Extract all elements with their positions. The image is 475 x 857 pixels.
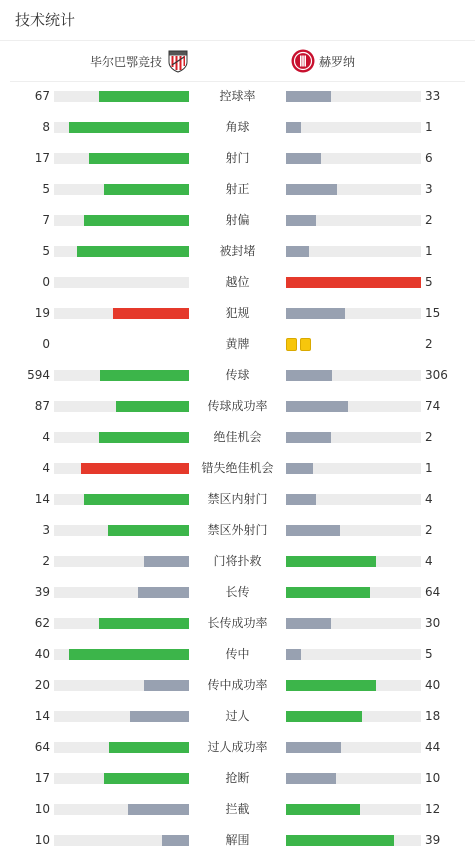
stat-label: 角球 <box>225 120 250 134</box>
stats-list <box>0 82 475 857</box>
away-bar-track <box>286 494 421 505</box>
away-bar-fill <box>286 773 336 784</box>
stat-label: 门将扑救 <box>213 554 262 568</box>
yellow-card-icon <box>300 338 311 351</box>
home-bar-fill <box>69 649 189 660</box>
away-bar-track <box>286 556 421 567</box>
home-bar-fill <box>99 91 189 102</box>
away-bar-track <box>286 835 421 846</box>
away-bar-track <box>286 463 421 474</box>
away-bar-fill <box>286 835 394 846</box>
home-bar-fill <box>84 215 189 226</box>
home-value: 3 <box>42 523 50 537</box>
home-value: 39 <box>34 585 50 599</box>
stat-label: 禁区内射门 <box>207 492 268 506</box>
home-bar-fill <box>89 153 189 164</box>
stat-label: 黄牌 <box>225 337 250 351</box>
home-value: 62 <box>34 616 50 630</box>
home-bar-fill <box>162 835 189 846</box>
stat-label: 错失绝佳机会 <box>201 461 274 475</box>
home-bar-track <box>54 122 189 133</box>
away-bar-track <box>286 587 421 598</box>
home-bar-track <box>54 494 189 505</box>
stat-label: 越位 <box>225 275 250 289</box>
home-value: 64 <box>34 740 50 754</box>
away-bar-fill <box>286 432 331 443</box>
away-value: 64 <box>425 585 441 599</box>
stat-row <box>0 640 475 671</box>
home-value: 594 <box>27 368 50 382</box>
away-bar-fill <box>286 618 331 629</box>
home-bar-fill <box>144 556 189 567</box>
away-bar-fill <box>286 308 345 319</box>
away-value: 30 <box>425 616 441 630</box>
home-bar-fill <box>116 401 189 412</box>
home-bar-track <box>54 556 189 567</box>
away-bar-fill <box>286 556 376 567</box>
stat-label: 射门 <box>225 151 250 165</box>
stat-row <box>0 547 475 578</box>
stat-label: 传球 <box>225 368 250 382</box>
home-bar-fill <box>77 246 189 257</box>
home-value: 7 <box>42 213 50 227</box>
stat-row <box>0 361 475 392</box>
away-bar-fill <box>286 525 340 536</box>
away-value: 6 <box>425 151 433 165</box>
away-value: 40 <box>425 678 441 692</box>
home-bar-track <box>54 184 189 195</box>
away-value: 1 <box>425 461 433 475</box>
home-value: 17 <box>34 151 50 165</box>
home-bar-track <box>54 432 189 443</box>
away-value: 39 <box>425 833 441 847</box>
home-bar-fill <box>104 184 189 195</box>
away-bar-track <box>286 91 421 102</box>
away-value: 1 <box>425 244 433 258</box>
away-bar-fill <box>286 711 362 722</box>
home-value: 5 <box>42 182 50 196</box>
away-bar-track <box>286 184 421 195</box>
away-bar-fill <box>286 587 370 598</box>
away-value: 15 <box>425 306 441 320</box>
away-bar-fill <box>286 184 337 195</box>
away-bar-fill <box>286 680 376 691</box>
away-team[interactable] <box>291 41 355 81</box>
home-value: 20 <box>34 678 50 692</box>
away-bar-track <box>286 122 421 133</box>
home-bar-fill <box>144 680 189 691</box>
stat-label: 抢断 <box>225 771 250 785</box>
stat-row <box>0 733 475 764</box>
home-bar-fill <box>130 711 189 722</box>
home-team[interactable] <box>90 41 190 81</box>
away-value: 74 <box>425 399 441 413</box>
home-value: 10 <box>34 802 50 816</box>
away-bar-fill <box>286 742 341 753</box>
away-bar-track <box>286 804 421 815</box>
stat-row <box>0 795 475 826</box>
away-value: 18 <box>425 709 441 723</box>
teams-header <box>10 41 465 82</box>
home-bar-fill <box>100 370 189 381</box>
home-bar-track <box>54 246 189 257</box>
stat-label: 过人成功率 <box>207 740 268 754</box>
stat-row <box>0 113 475 144</box>
away-bar-fill <box>286 370 332 381</box>
home-bar-track <box>54 804 189 815</box>
home-bar-fill <box>128 804 189 815</box>
home-value: 4 <box>42 430 50 444</box>
stat-row <box>0 516 475 547</box>
away-team-name: 赫罗纳 <box>319 54 356 69</box>
stat-row <box>0 826 475 857</box>
away-bar-track <box>286 246 421 257</box>
stat-row <box>0 702 475 733</box>
home-value: 87 <box>34 399 50 413</box>
home-bar-fill <box>109 742 189 753</box>
athletic-bilbao-crest-icon <box>166 49 190 73</box>
home-value: 17 <box>34 771 50 785</box>
away-bar-track <box>286 618 421 629</box>
home-bar-track <box>54 153 189 164</box>
home-bar-fill <box>99 432 189 443</box>
stat-row <box>0 206 475 237</box>
home-bar-track <box>54 215 189 226</box>
away-bar-track <box>286 680 421 691</box>
home-bar-track <box>54 773 189 784</box>
home-value: 10 <box>34 833 50 847</box>
away-bar-track <box>286 153 421 164</box>
home-value: 14 <box>34 492 50 506</box>
away-value: 4 <box>425 492 433 506</box>
home-value: 0 <box>42 337 50 351</box>
home-bar-fill <box>108 525 189 536</box>
home-bar-track <box>54 463 189 474</box>
stat-label: 绝佳机会 <box>213 430 262 444</box>
home-value: 14 <box>34 709 50 723</box>
home-bar-track <box>54 742 189 753</box>
stat-label: 控球率 <box>219 89 256 103</box>
away-value: 2 <box>425 213 433 227</box>
away-bar-fill <box>286 401 348 412</box>
stat-row <box>0 237 475 268</box>
away-bar-fill <box>286 91 331 102</box>
home-bar-track <box>54 711 189 722</box>
stat-label: 禁区外射门 <box>207 523 268 537</box>
stat-label: 长传成功率 <box>207 616 268 630</box>
stat-label: 解围 <box>225 833 250 847</box>
away-value: 3 <box>425 182 433 196</box>
stat-label: 射正 <box>225 182 250 196</box>
home-bar-track <box>54 401 189 412</box>
away-value: 44 <box>425 740 441 754</box>
home-bar-track <box>54 587 189 598</box>
away-value: 5 <box>425 275 433 289</box>
home-bar-track <box>54 277 189 288</box>
stat-row <box>0 144 475 175</box>
away-bar-track <box>286 649 421 660</box>
stat-row <box>0 392 475 423</box>
away-bar-track <box>286 525 421 536</box>
home-bar-fill <box>99 618 189 629</box>
home-bar-track <box>54 835 189 846</box>
away-bar-fill <box>286 463 313 474</box>
stat-label: 拦截 <box>225 802 250 816</box>
stat-label: 犯规 <box>225 306 250 320</box>
away-bar-track <box>286 308 421 319</box>
away-bar-track <box>286 711 421 722</box>
home-bar-track <box>54 618 189 629</box>
stat-row <box>0 82 475 113</box>
away-bar-fill <box>286 122 301 133</box>
stat-row <box>0 578 475 609</box>
stat-row <box>0 671 475 702</box>
away-bar-track <box>286 370 421 381</box>
away-bar-track <box>286 215 421 226</box>
away-bar-fill <box>286 153 321 164</box>
yellow-card-icon <box>286 338 297 351</box>
stat-row <box>0 330 475 361</box>
home-value: 0 <box>42 275 50 289</box>
away-value: 2 <box>425 430 433 444</box>
away-value: 2 <box>425 337 433 351</box>
home-bar-track <box>54 91 189 102</box>
stat-row <box>0 454 475 485</box>
home-bar-fill <box>84 494 189 505</box>
stat-row <box>0 764 475 795</box>
home-bar-track <box>54 649 189 660</box>
stat-label: 射偏 <box>225 213 250 227</box>
home-value: 67 <box>34 89 50 103</box>
stat-label: 长传 <box>225 585 250 599</box>
away-bar-track <box>286 277 421 288</box>
away-value: 2 <box>425 523 433 537</box>
stat-label: 传中 <box>225 647 250 661</box>
away-bar-track <box>286 432 421 443</box>
stat-row <box>0 609 475 640</box>
stat-row <box>0 268 475 299</box>
yellow-cards <box>286 338 311 351</box>
away-value: 10 <box>425 771 441 785</box>
girona-crest-icon <box>291 49 315 73</box>
stat-row <box>0 485 475 516</box>
home-bar-fill <box>69 122 189 133</box>
home-value: 2 <box>42 554 50 568</box>
page-title: 技术统计 <box>15 11 76 29</box>
stat-row <box>0 175 475 206</box>
stat-row <box>0 299 475 330</box>
away-bar-track <box>286 773 421 784</box>
home-bar-fill <box>81 463 189 474</box>
home-value: 4 <box>42 461 50 475</box>
away-bar-fill <box>286 277 421 288</box>
stat-row <box>0 423 475 454</box>
home-bar-fill <box>113 308 189 319</box>
home-bar-track <box>54 680 189 691</box>
stat-label: 被封堵 <box>219 244 256 258</box>
home-bar-track <box>54 525 189 536</box>
away-value: 12 <box>425 802 441 816</box>
away-bar-track <box>286 401 421 412</box>
away-bar-fill <box>286 494 316 505</box>
away-bar-fill <box>286 246 309 257</box>
home-value: 40 <box>34 647 50 661</box>
home-value: 19 <box>34 306 50 320</box>
stat-label: 传中成功率 <box>207 678 268 692</box>
away-bar-fill <box>286 649 301 660</box>
home-team-name: 毕尔巴鄂竞技 <box>89 54 162 69</box>
home-value: 5 <box>42 244 50 258</box>
away-value: 306 <box>425 368 448 382</box>
away-bar-track <box>286 742 421 753</box>
home-bar-fill <box>104 773 189 784</box>
away-bar-fill <box>286 804 360 815</box>
away-value: 4 <box>425 554 433 568</box>
home-value: 8 <box>42 120 50 134</box>
stat-label: 传球成功率 <box>207 399 268 413</box>
away-value: 33 <box>425 89 441 103</box>
home-bar-fill <box>138 587 189 598</box>
away-value: 5 <box>425 647 433 661</box>
away-value: 1 <box>425 120 433 134</box>
away-bar-fill <box>286 215 316 226</box>
home-bar-track <box>54 370 189 381</box>
home-bar-track <box>54 308 189 319</box>
stat-label: 过人 <box>225 709 250 723</box>
